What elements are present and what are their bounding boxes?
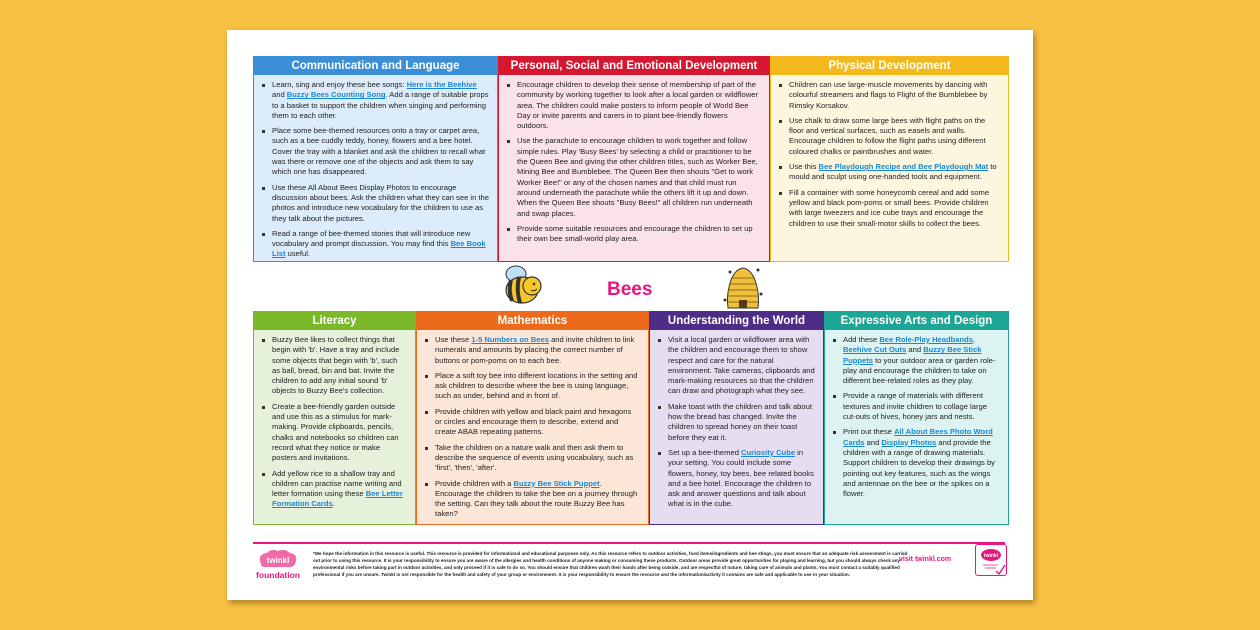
section-expressive-arts — [824, 311, 1009, 525]
activity-item — [435, 371, 640, 402]
activity-item — [435, 443, 640, 474]
item-text: . Add a range of suitable props to a basket to support the children when singing and performing them to each other. — [272, 90, 489, 120]
item-text: Use these All About Bees Display Photos to encourage discussion about bees. Ask the children what they can see in the photos and introduce new vocabulary for the children to use as they talk about the pictures. — [272, 182, 489, 223]
item-text: Children can use large-muscle movements by dancing with colourful streamers and flags to Flight of the Bumblebee by Rimsky Korsakov. — [789, 80, 988, 110]
section-understanding-world — [649, 311, 824, 525]
activity-item — [668, 335, 815, 397]
activity-list — [260, 80, 489, 260]
section-physical-development — [770, 56, 1009, 262]
resource-link[interactable]: Bee Playdough Recipe and Bee Playdough Mat — [818, 162, 989, 172]
twinkl-foundation-logo — [255, 548, 301, 584]
resource-link[interactable]: Bee Book List — [272, 239, 486, 259]
activity-item — [272, 126, 489, 177]
page-title: Bees — [607, 279, 653, 300]
item-text: to mould and sculpt using one-handed tools and equipment. — [789, 162, 997, 182]
resource-link[interactable]: Here is the Beehive — [406, 80, 477, 89]
section-header: Expressive Arts and Design — [825, 312, 1008, 330]
activity-item — [843, 335, 1000, 386]
svg-text:foundation: foundation — [256, 570, 300, 580]
item-text: Provide children with yellow and black paint and hexagons or circles and encourage them to describe, extend and create ABAB repeating patterns. — [435, 406, 632, 437]
activity-item — [272, 80, 489, 121]
item-text: useful. — [285, 249, 310, 259]
activity-item — [789, 80, 1000, 111]
quality-standard-badge — [975, 544, 1007, 576]
activity-item — [272, 402, 407, 464]
section-header: Physical Development — [771, 57, 1008, 75]
svg-text:twinkl: twinkl — [266, 556, 290, 565]
item-text: to your outdoor area or garden role-play and encourage the children to take on different bee-related roles as they play. — [843, 355, 996, 386]
activity-list — [260, 335, 407, 510]
resource-link[interactable]: Beehive Cut Outs — [843, 345, 907, 355]
activity-item — [517, 224, 761, 245]
resource-link[interactable]: Display Photos — [881, 437, 937, 447]
activity-list — [505, 80, 761, 244]
activity-item — [517, 136, 761, 218]
resource-link[interactable]: Buzzy Bee Stick Puppets — [843, 345, 982, 365]
item-text: Take the children on a nature walk and then ask them to describe the sequence of events using vocabulary, such as 'first', 'then', 'after'. — [435, 442, 634, 473]
resource-link[interactable]: Bee Letter Formation Cards — [272, 489, 403, 509]
resource-link[interactable]: Bee Role-Play Headbands — [879, 335, 973, 344]
item-text: Use chalk to draw some large bees with flight paths on the floor and vertical surfaces, such as easels and walls. Encourage children to follow the flight paths using different coloured chalks or paintbrushes and water. — [789, 115, 986, 156]
resource-link[interactable]: Curiosity Cube — [741, 447, 796, 457]
item-text: . — [332, 499, 335, 509]
disclaimer-text: *We hope the information in this resource is useful. This resource is provided for informational and educational purposes only. As this resource refers to outdoor activities, food items/ingredients and bee stings, you must ensure that an adequate risk assessment is carried out prior to using this resource. It is your responsibility to ensure you are aware of the allergies and health conditions of anyone making or consuming these products. Outdoor areas provide great opportunities for playing and learning, but you should always check any environmental risks before taking part in outdoor activities, and only proceed if it is safe to do so. You should ensure that children wash their hands after being outside, and are respectful of nature, taking care of animals and plants. You must contact a suitably qualified professional if you are unsure. Twinkl is not responsible for the health and safety of your group or environment. It is your responsibility to ensure the resource and the information/activity it contains are safe and applicable to use in your situation. — [313, 551, 908, 577]
item-text: Add these — [843, 335, 880, 344]
svg-text:twinkl: twinkl — [983, 553, 999, 559]
top-row — [253, 56, 1009, 262]
item-text: Provide a range of materials with different textures and invite children to collage large cut-outs of hives, honey jars and nests. — [843, 391, 987, 422]
resource-link[interactable]: All About Bees Photo Word Cards — [843, 427, 993, 447]
section-header: Literacy — [254, 312, 415, 330]
resource-link[interactable]: Buzzy Bees Counting Song — [286, 90, 386, 100]
item-text: and provide the children with a range of drawing materials. Support children to develop their drawings by pointing out key features, such as the wings and antennae on the bee or the spikes on a flower. — [843, 437, 995, 499]
item-text: Visit a local garden or wildflower area with the children and encourage them to show respect and care for the natural environment. Take cameras, clipboards and mark-making resources so that the children can draw and photograph what they see. — [668, 335, 815, 396]
footer-divider — [253, 542, 1005, 544]
resource-link[interactable]: Buzzy Bee Stick Puppet — [513, 478, 600, 488]
resource-sheet — [227, 30, 1033, 600]
item-text: , — [973, 335, 976, 344]
section-psed — [498, 56, 770, 262]
item-text: Encourage children to develop their sense of membership of part of the community by working together to look after a local garden or wildflower area. The children could make posters to inform people of World Bee Day or invite parents and carers in to plant bee-friendly flowers outdoors. — [517, 80, 759, 131]
activity-item — [517, 80, 761, 131]
item-text: Set up a bee-themed — [668, 447, 742, 457]
item-text: Fill a container with some honeycomb cereal and add some yellow and black pom-poms or small bees. Provide children with large tweezers and ice cube trays and encourage the children to use their small-motor skills to collect the bees. — [789, 187, 990, 228]
activity-item — [272, 469, 407, 510]
section-header: Understanding the World — [650, 312, 823, 330]
activity-item — [272, 335, 407, 397]
activity-list — [777, 80, 1000, 229]
visit-link[interactable]: visit twinkl.com — [899, 556, 952, 563]
item-text: Add yellow rice to a shallow tray and children can practise name writing and letter formation using these — [272, 468, 402, 499]
activity-item — [435, 479, 640, 520]
item-text: and — [272, 90, 287, 100]
activity-item — [668, 402, 815, 443]
item-text: and invite children to link numerals and amounts by placing the correct number of buttons or pom-poms on to each bee. — [435, 335, 635, 365]
item-text: Learn, sing and enjoy these bee songs: — [272, 80, 407, 89]
item-text: Read a range of bee-themed stories that will introduce new vocabulary and prompt discussion. You may find this — [272, 228, 471, 249]
section-header: Personal, Social and Emotional Development — [499, 57, 769, 75]
activity-item — [789, 162, 1000, 183]
bee-illustration — [499, 264, 545, 308]
activity-item — [272, 183, 489, 224]
item-text: Print out these — [843, 427, 895, 437]
item-text: Provide children with a — [435, 478, 514, 488]
bottom-row — [253, 311, 1009, 525]
section-header: Mathematics — [417, 312, 648, 330]
activity-item — [789, 116, 1000, 157]
activity-list — [831, 335, 1000, 499]
item-text: in your setting. You could include some flowers, honey, toy bees, bee related books and a bee hotel. Encourage the children to ask and answer questions and talk about what is in the cube. — [668, 447, 814, 509]
item-text: . Encourage the children to take the bee on a journey through the setting. Can they talk about the route Buzzy Bee has taken? — [435, 478, 638, 519]
activity-item — [789, 188, 1000, 229]
activity-item — [435, 407, 640, 438]
activity-item — [843, 427, 1000, 499]
activity-item — [435, 335, 640, 366]
activity-item — [272, 229, 489, 260]
activity-list — [656, 335, 815, 510]
item-text: Provide some suitable resources and encourage the children to set up their own bee small-world play area. — [517, 223, 753, 244]
item-text: Place a soft toy bee into different locations in the setting and ask children to describe where the bee is using language, such as under, behind and in front of. — [435, 370, 638, 401]
item-text: Buzzy Bee likes to collect things that begin with 'b'. Have a tray and include some objects that begin with 'b', such as ball, bread, bin and bat. Invite the children to add any initial sound 'b' objects to Buzzy Bee's collection. — [272, 335, 400, 396]
section-communication-language — [253, 56, 498, 262]
item-text: and — [864, 437, 882, 447]
section-header: Communication and Language — [254, 57, 497, 75]
activity-item — [668, 448, 815, 510]
beehive-illustration — [722, 264, 764, 312]
section-mathematics — [416, 311, 649, 525]
item-text: Place some bee-themed resources onto a tray or carpet area, such as a bee cuddly teddy, honey, flowers and a bee hotel. Cover the tray with a blanket and ask the children to recall what was there or remove one of the objects and ask them to say which one has disappeared. — [272, 126, 486, 177]
resource-link[interactable]: 1-5 Numbers on Bees — [471, 335, 549, 344]
item-text: Use this — [789, 162, 819, 172]
activity-list — [423, 335, 640, 520]
activity-item — [843, 391, 1000, 422]
item-text: Create a bee-friendly garden outside and use this as a stimulus for mark-making. Provide clipboards, pencils, chalks and notebooks so children can record what they notice or make posters and invitations. — [272, 401, 399, 463]
item-text: Make toast with the children and talk about how the bread has changed. Invite the children to spread honey on their toast before they eat it. — [668, 401, 812, 442]
item-text: and — [906, 345, 924, 355]
item-text: Use the parachute to encourage children to work together and follow simple rules. Play 'Busy Bees' by selecting a child or practitioner to be the Queen Bee and giving the other children titles, such as Worker Bee, Mining Bee and Bumblebee. The Queen Bee then shouts "Get to work Worker Bee!" or any of the chosen names and that child must run around underneath the parachute while the others lift it up and down. When the Queen Bee shouts "Busy Bees!" all children run underneath and swap places. — [517, 136, 758, 218]
item-text: Use these — [435, 335, 472, 344]
section-literacy — [253, 311, 416, 525]
